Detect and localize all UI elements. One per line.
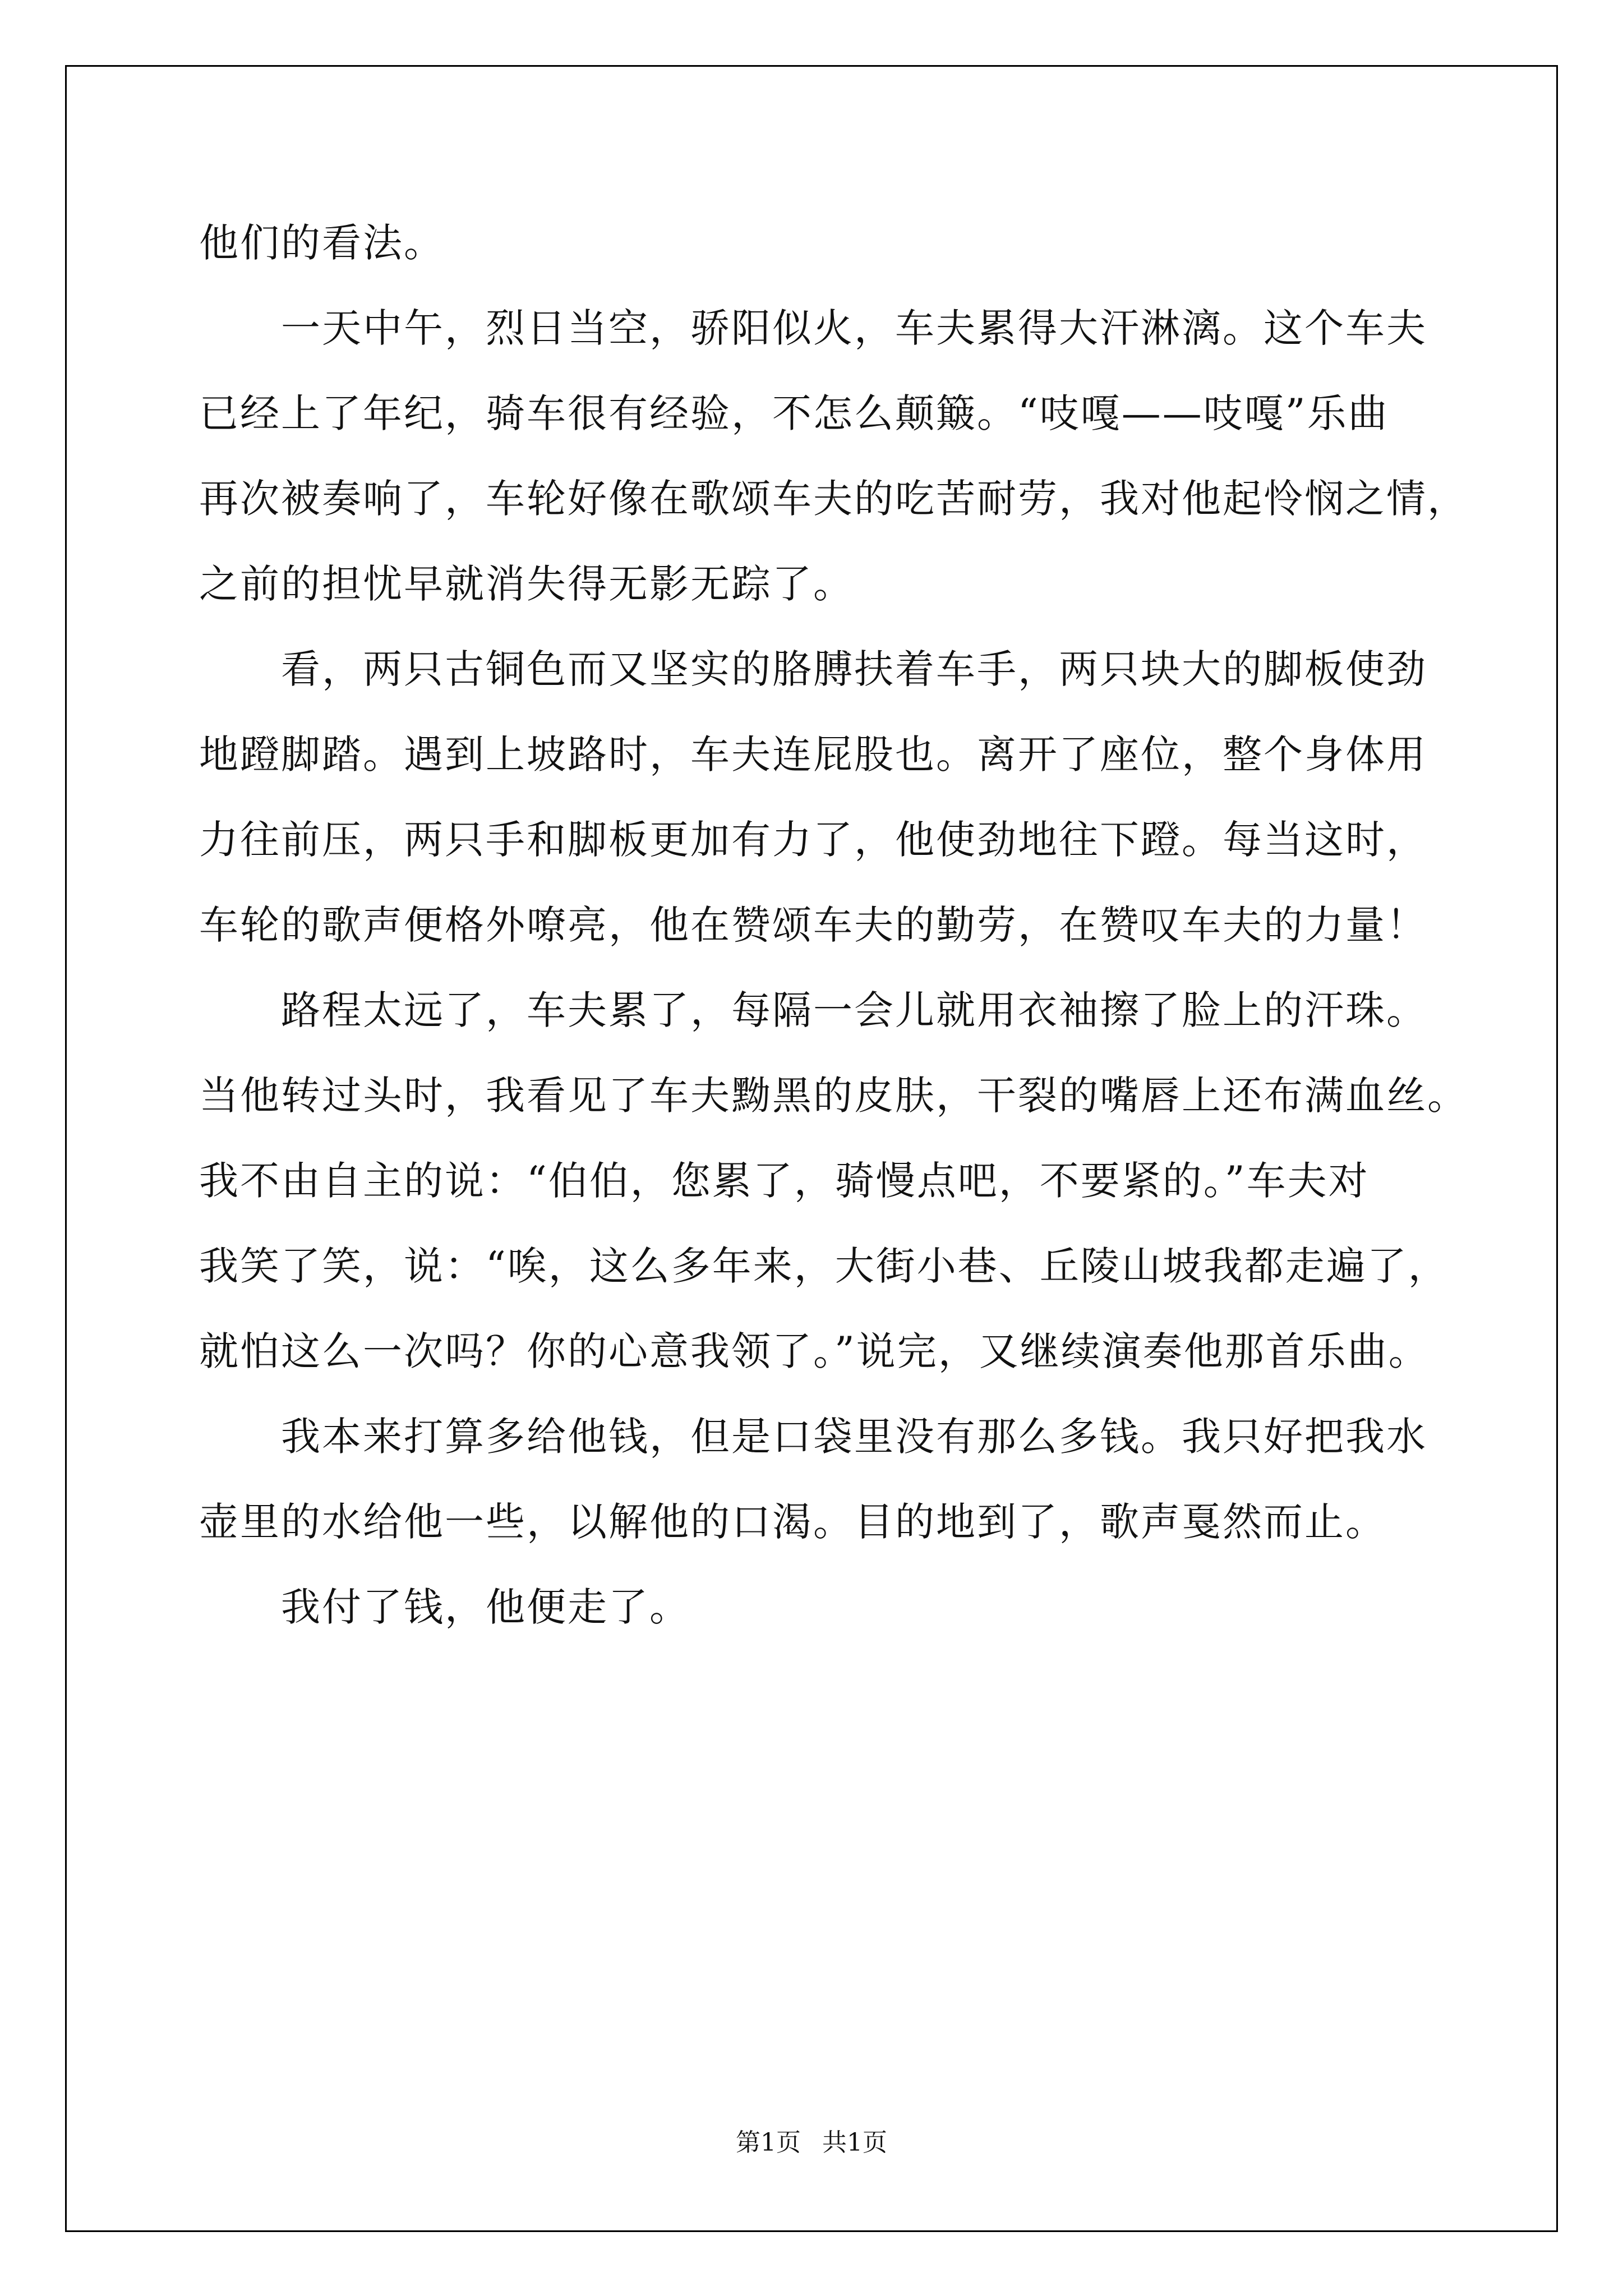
text-line: 一天中午，烈日当空，骄阳似火，车夫累得大汗淋漓。这个车夫 — [199, 305, 1427, 351]
text-line: 之前的担忧早就消失得无影无踪了。 — [199, 561, 854, 607]
text-line: 已经上了年纪，骑车很有经验，不怎么颠簸。“吱嘎——吱嘎”乐曲 — [199, 390, 1389, 436]
text-line: 壶里的水给他一些，以解他的口渴。目的地到了，歌声戛然而止。 — [199, 1499, 1386, 1545]
text-line: 就怕这么一次吗？你的心意我领了。”说完，又继续演奏他那首乐曲。 — [199, 1328, 1430, 1374]
page-number-total: 共1页 — [822, 2128, 887, 2157]
text-line: 我笑了笑，说：“唉，这么多年来，大街小巷、丘陵山坡我都走遍了， — [199, 1243, 1449, 1289]
text-line: 看，两只古铜色而又坚实的胳膊扶着车手，两只块大的脚板使劲 — [199, 646, 1427, 692]
text-line: 我本来打算多给他钱，但是口袋里没有那么多钱。我只好把我水 — [199, 1414, 1427, 1460]
text-line: 力往前压，两只手和脚板更加有力了，他使劲地往下蹬。每当这时， — [199, 817, 1427, 863]
text-line: 他们的看法。 — [199, 220, 445, 266]
text-line: 我不由自主的说：“伯伯，您累了，骑慢点吧，不要紧的。”车夫对 — [199, 1158, 1370, 1204]
text-line: 车轮的歌声便格外嘹亮，他在赞颂车夫的勤劳，在赞叹车夫的力量！ — [199, 902, 1427, 948]
page-number-current: 第1页 — [736, 2128, 801, 2157]
text-line: 当他转过头时，我看见了车夫黝黑的皮肤，干裂的嘴唇上还布满血丝。 — [199, 1073, 1468, 1119]
text-line: 我付了钱，他便走了。 — [199, 1584, 690, 1630]
text-line: 地蹬脚踏。遇到上坡路时，车夫连屁股也。离开了座位，整个身体用 — [199, 731, 1427, 777]
document-body — [199, 200, 1468, 1650]
page-footer — [0, 2122, 1623, 2158]
text-line: 路程太远了，车夫累了，每隔一会儿就用衣袖擦了脸上的汗珠。 — [199, 987, 1427, 1033]
text-line: 再次被奏响了，车轮好像在歌颂车夫的吃苦耐劳，我对他起怜悯之情， — [199, 476, 1468, 522]
